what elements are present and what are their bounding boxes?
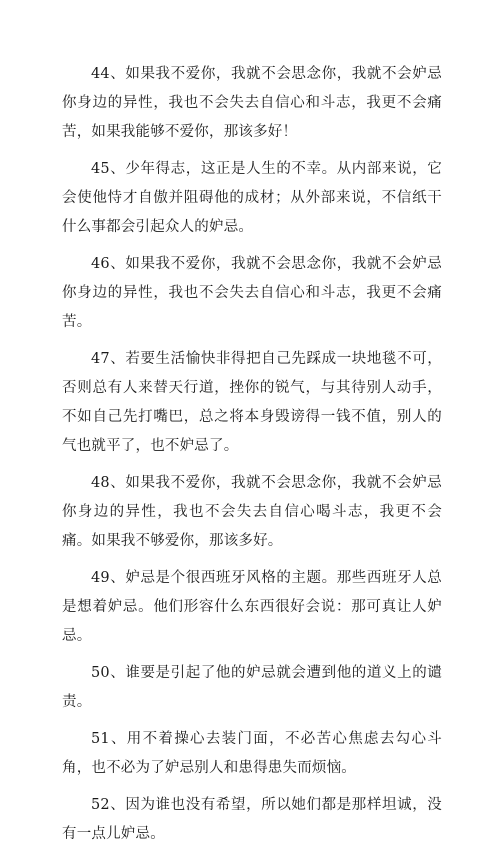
quote-paragraph-46: 46、如果我不爱你，我就不会思念你，我就不会妒忌你身边的异性，我也不会失去自信心和斗志，我更不会痛苦。: [62, 256, 442, 330]
document-body: [62, 60, 442, 857]
quote-paragraph-45: 45、少年得志，这正是人生的不幸。从内部来说，它会使他恃才自傲并阻碍他的成材；从外部来说，不信纸干什么事都会引起众人的妒忌。: [62, 161, 442, 235]
quote-paragraph-47: 47、若要生活愉快非得把自己先踩成一块地毯不可，否则总有人来替天行道，挫你的锐气，与其待别人动手，不如自己先打嘴巴，总之将本身毁谤得一钱不值，别人的气也就平了，也不妒忌了。: [62, 351, 442, 454]
quote-paragraph-48: 48、如果我不爱你，我就不会思念你，我就不会妒忌你身边的异性，我也不会失去自信心喝斗志，我更不会痛。如果我不够爱你，那该多好。: [62, 475, 442, 549]
quote-paragraph-49: 49、妒忌是个很西班牙风格的主题。那些西班牙人总是想着妒忌。他们形容什么东西很好会说：那可真让人妒忌。: [62, 570, 442, 644]
quote-paragraph-51: 51、用不着操心去装门面，不必苦心焦虑去勾心斗角，也不必为了妒忌别人和患得患失而烦恼。: [62, 731, 442, 776]
quote-paragraph-44: 44、如果我不爱你，我就不会思念你，我就不会妒忌你身边的异性，我也不会失去自信心和斗志，我更不会痛苦，如果我能够不爱你，那该多好！: [62, 66, 442, 140]
quote-paragraph-52: 52、因为谁也没有希望，所以她们都是那样坦诚，没有一点儿妒忌。: [62, 797, 442, 842]
quote-paragraph-50: 50、谁要是引起了他的妒忌就会遭到他的道义上的谴责。: [62, 665, 442, 710]
